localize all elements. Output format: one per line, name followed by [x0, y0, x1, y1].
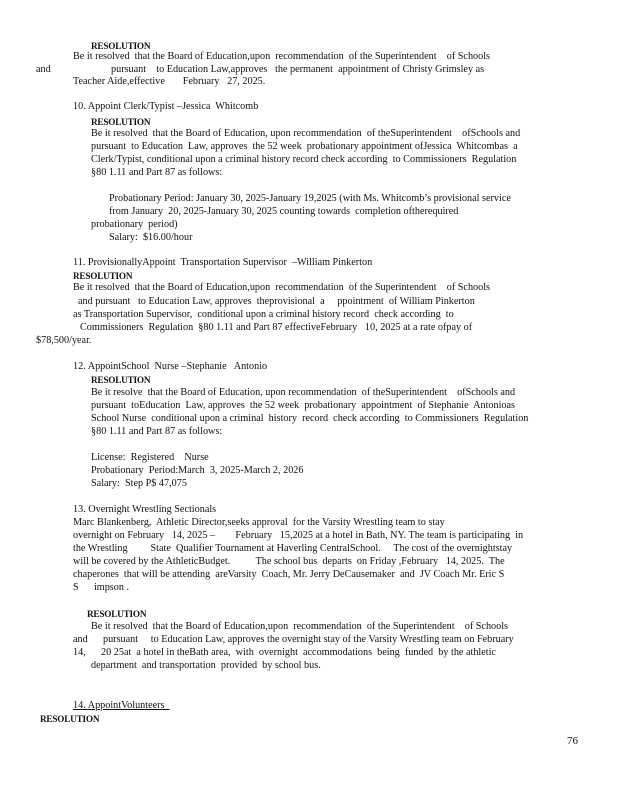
resolution-line: Commissioners Regulation §80 1.11 and Part 87 effectiveFebruary 10, 2025 at a rate ofpay of [80, 322, 473, 333]
resolution-line: §80 1.11 and Part 87 as follows: [91, 426, 223, 437]
resolution-line: $78,500/year. [36, 335, 92, 346]
resolution-line: pursuant to Education Law, approves the 52 week probationary appointment ofJessica Whitcombas a [91, 141, 518, 152]
resolution-line: and pursuant to Education Law, approves theprovisional a ppointment of William Pinkerton [78, 296, 475, 307]
resolution-line: pursuant toEducation Law, approves the 52 week probationary appointment of Stephanie Antonioas [91, 400, 515, 411]
item-title: 11. ProvisionallyAppoint Transportation Supervisor –William Pinkerton [73, 257, 373, 268]
resolution-heading: RESOLUTION [91, 375, 151, 385]
resolution-line: Be it resolved that the Board of Education, upon recommendation of theSuperintendent ofSchools and [91, 128, 521, 139]
body-line: the Wrestling State Qualifier Tournament at Haverling CentralSchool. The cost of the overnightstay [73, 543, 513, 554]
resolution-line: and pursuant to Education Law, approves the overnight stay of the Varsity Wrestling team on February [73, 634, 514, 645]
body-line: will be covered by the AthleticBudget. The school bus departs on Friday ,February 14, 2025. The [73, 556, 505, 567]
item-title: 12. AppointSchool Nurse –Stephanie Antonio [73, 361, 268, 372]
resolution-line: 14, 20 25at a hotel in theBath area, with overnight accommodations being funded by the athletic [73, 647, 496, 658]
item-title: 14. AppointVolunteers [73, 700, 170, 711]
resolution-line: Be it resolved that the Board of Education,upon recommendation of the Superintendent of Schools [73, 282, 491, 293]
body-line: overnight on February 14, 2025 – February 15,2025 at a hotel in Bath, NY. The team is participating in [73, 530, 524, 541]
body-line: Marc Blankenberg, Athletic Director,seeks approval for the Varsity Wrestling team to stay [73, 517, 445, 528]
resolution-line: Be it resolve that the Board of Education, upon recommendation of theSuperintendent ofSchools and [91, 387, 516, 398]
probationary-period: Probationary Period: January 30, 2025-January 19,2025 (with Ms. Whitcomb’s provisional service [109, 193, 511, 204]
resolution-line: as Transportation Supervisor, conditional upon a criminal history record check according to [73, 309, 454, 320]
resolution-line: School Nurse conditional upon a criminal history record check according to Commissioners Regulation [91, 413, 529, 424]
probationary-period: from January 20, 2025-January 30, 2025 counting towards completion oftherequired [109, 206, 459, 217]
resolution-line: Teacher Aide,effective February 27, 2025. [73, 76, 266, 87]
resolution-line: Be it resolved that the Board of Education,upon recommendation of the Superintendent of Schools [73, 51, 491, 62]
item-title: 10. Appoint Clerk/Typist –Jessica Whitcomb [73, 101, 259, 112]
probationary-period: probationary period) [91, 219, 178, 230]
resolution-line: Be it resolved that the Board of Education,upon recommendation of the Superintendent of Schools [91, 621, 509, 632]
resolution-line: pursuant to Education Law,approves the permanent appointment of Christy Grimsley as [111, 64, 485, 75]
probationary-period: Probationary Period:March 3, 2025-March 2, 2026 [91, 465, 304, 476]
resolution-heading: RESOLUTION [73, 271, 133, 281]
license: License: Registered Nurse [91, 452, 209, 463]
resolution-heading: RESOLUTION [91, 117, 151, 127]
salary: Salary: $16.00/hour [109, 232, 193, 243]
resolution-line: Clerk/Typist, conditional upon a criminal history record check according to Commissioners Regulation [91, 154, 517, 165]
resolution-heading: RESOLUTION [40, 714, 100, 724]
resolution-line: department and transportation provided by school bus. [91, 660, 321, 671]
page-number: 76 [567, 735, 578, 747]
body-line: chaperones that will be attending areVarsity Coach, Mr. Jerry DeCausemaker and JV Coach Mr. Eric S [73, 569, 505, 580]
item-title: 13. Overnight Wrestling Sectionals [73, 504, 217, 515]
resolution-heading: RESOLUTION [87, 609, 147, 619]
salary: Salary: Step P$ 47,075 [91, 478, 187, 489]
body-line: S impson . [73, 582, 130, 593]
resolution-line: and [36, 64, 51, 75]
resolution-heading: RESOLUTION [91, 41, 151, 51]
resolution-line: §80 1.11 and Part 87 as follows: [91, 167, 223, 178]
